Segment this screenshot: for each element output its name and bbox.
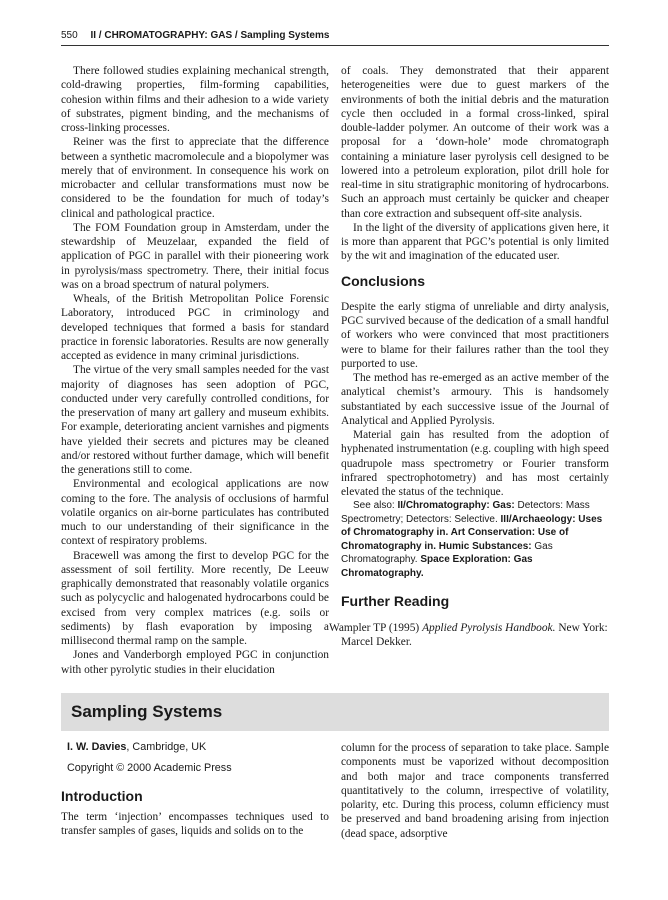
reference-authors: Wampler TP (1995) [329, 621, 420, 634]
paragraph: The method has re-emerged as an active member of the analytical chemist’s armoury. This is handsomely substantiated by each successive issue of the Journal of Analytical and Applied Pyrolysis. [341, 372, 609, 427]
right-column [329, 64, 609, 649]
paragraph: Reiner was the first to appreciate that the difference between a synthetic macromolecule and a biopolymer was merely that of environment. In consequence his work on microbacter and cellular transformations must now be considered to be the foundation for much of today’s clinical and pathological practice. [61, 136, 329, 220]
paragraph: of coals. They demonstrated that their apparent heterogeneities were due to guest markers of the environments of both the initial debris and the maturation cycle then occluded in a formal cross-linked, spiral double-ladder polymer. An outcome of their work was a proposal for a ‘down-hole’ mode chromatograph containing a miniature laser pyrolysis cell designed to be lowered into a petroleum exploration, pilot drill hole for real-time in situ stratigraphic monitoring of hydrocarbons. Such an approach must certainly be quicker and cheaper than core extraction and subsequent off-site analysis. [341, 65, 609, 220]
introduction-heading: Introduction [61, 788, 143, 804]
see-also-link[interactable]: Space Exploration: Gas Chromatography. [341, 554, 533, 579]
author-line [67, 741, 206, 753]
paragraph: Despite the early stigma of unreliable and dirty analysis, PGC survived because of the dedication of a small handful of workers who were convinced that most practitioners were to blame for their failures rather than the tool they purported to use. [341, 300, 609, 370]
paragraph: There followed studies explaining mechanical strength, cold-drawing properties, film-forming capabilities, cohesion within films and their adhesion to a wide variety of substrates, pigment binding, and the mechanisms of cross-linking processes. [61, 65, 329, 134]
running-title: II / CHROMATOGRAPHY: GAS / Sampling Systems [90, 30, 330, 41]
section-title: Sampling Systems [71, 702, 223, 721]
page-number: 550 [61, 30, 78, 41]
header-rule [61, 45, 609, 46]
paragraph: Wheals, of the British Metropolitan Police Forensic Laboratory, introduced PGC in criminology and developed techniques that formed a basis for standard practice in forensic laboratories. Results are now generally accepted as evidence in many criminal jurisdictions. [61, 293, 329, 362]
see-also-link[interactable]: II/Chromatography: Gas: [397, 500, 515, 512]
section-banner [61, 693, 609, 731]
copyright-notice: Copyright © 2000 Academic Press [67, 762, 232, 774]
reference-entry [329, 621, 609, 650]
paragraph: Material gain has resulted from the adoption of hyphenated instrumentation (e.g. coupling with high speed quadrupole mass spectrometry or Fourier transform infrared spectrophotometry) and has most certainly elevated the status of the technique. [341, 429, 609, 498]
see-also-text: Detectors: Mass Spectrometry; Detectors: Selective. [341, 500, 590, 525]
paragraph: Bracewell was among the first to develop PGC for the assessment of soil fertility. More recently, De Leeuw graphically demonstrated that reasonably volatile organics such as polycyclic and halogenated hydrocarbons could be excised from very complex matrices (e.g. soils or sediments) by flash evaporation by imposing a millisecond thermal ramp on the sample. [61, 549, 329, 647]
reference-publisher: New York: Marcel Dekker. [341, 621, 608, 648]
reference-title: Applied Pyrolysis Handbook. [422, 621, 556, 634]
see-also-text: Gas Chromatography. [341, 540, 553, 566]
paragraph: In the light of the diversity of applications given here, it is more than apparent that PGC’s potential is only limited by the wit and imagination of the educated user. [341, 221, 609, 263]
left-column [61, 64, 329, 677]
see-also-link[interactable]: III/Archaeology: Uses of Chromatography in. Art Conservation: Use of Chromatography in. Humic Substances: [341, 513, 603, 552]
paragraph: column for the process of separation to take place. Sample components must be vaporized without decomposition and both major and trace components transferred quantitatively to the column, irrespective of volatility, polarity, etc. During this process, column efficiency must be preserved and band broadening arising from injection (dead space, adsorptive [341, 742, 609, 840]
intro-left-column [61, 810, 329, 839]
see-also [341, 499, 609, 580]
paragraph: Jones and Vanderborgh employed PGC in conjunction with other pyrolytic studies in their elucidation [61, 649, 329, 676]
paragraph: The virtue of the very small samples needed for the vast majority of diagnoses has seen adoption of PGC, conducted under very carefully controlled conditions, for the preservation of many art gallery and museum exhibits. For example, deteriorating ancient varnishes and pigments have yielded their secrets and pictures may be cleaned and/or restored without further damage, which will benefit the generations still to come. [61, 364, 329, 476]
further-reading-heading: Further Reading [341, 593, 450, 610]
running-header [61, 30, 609, 44]
intro-right-column [341, 741, 609, 841]
paragraph: The FOM Foundation group in Amsterdam, under the stewardship of Meuzelaar, expanded the field of application of PGC in parallel with their pioneering work in pyrolysis/mass spectrometry. There, their initial focus was on a broad spectrum of natural polymers. [61, 221, 329, 291]
paragraph: The term ‘injection’ encompasses techniques used to transfer samples of gases, liquids and solids on to the [61, 811, 329, 838]
conclusions-heading: Conclusions [341, 272, 426, 289]
author-name: I. W. Davies [67, 741, 127, 753]
author-affiliation: , Cambridge, UK [126, 741, 207, 753]
see-also-label: See also: [353, 500, 395, 512]
paragraph: Environmental and ecological applications are now coming to the fore. The analysis of occlusions of harmful volatile organics on air-borne particulates has contributed much to our understanding of their significance in the context of respiratory problems. [61, 478, 329, 548]
